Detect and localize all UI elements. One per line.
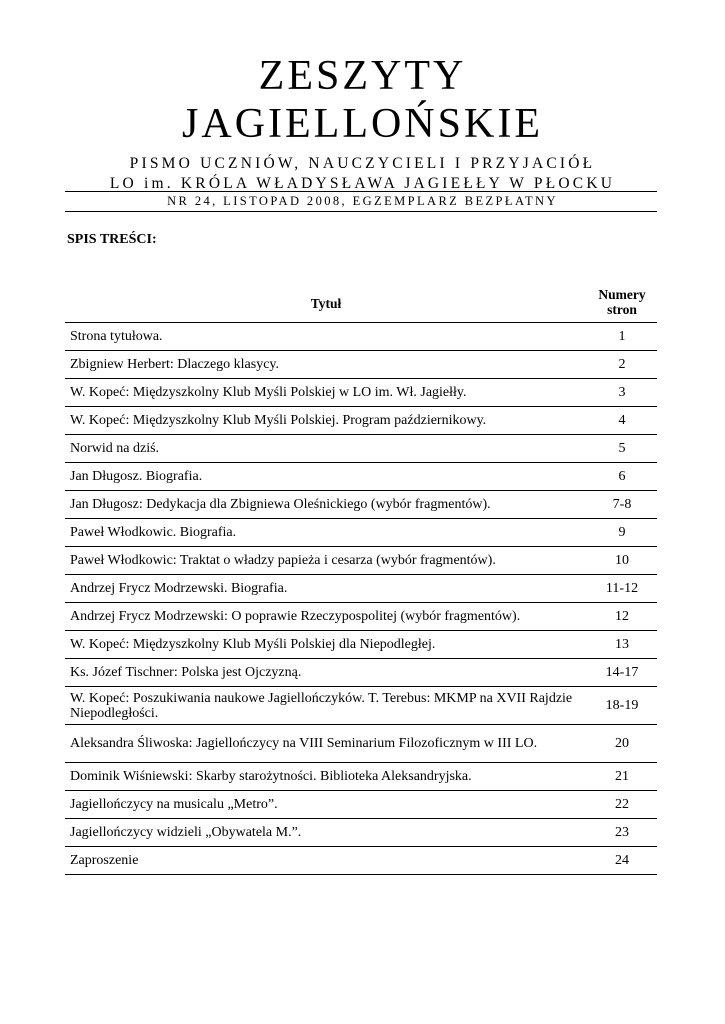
toc-entry-title: Andrzej Frycz Modrzewski. Biografia. [65,575,587,603]
toc-row [65,407,657,435]
toc-entry-title: Zbigniew Herbert: Dlaczego klasycy. [65,351,587,379]
toc-entry-title: Norwid na dziś. [65,435,587,463]
toc-row [65,659,657,687]
toc-entry-pages: 10 [587,547,657,575]
toc-entry-pages: 20 [587,725,657,763]
toc-header-row [65,284,657,323]
toc-row [65,491,657,519]
toc-row [65,547,657,575]
masthead-bottom-rule [65,211,657,212]
toc-row [65,519,657,547]
toc-entry-title: Jagiellończycy na musicalu „Metro”. [65,791,587,819]
toc-entry-pages: 9 [587,519,657,547]
toc-entry-pages: 11-12 [587,575,657,603]
toc-entry-title: Andrzej Frycz Modrzewski: O poprawie Rzeczypospolitej (wybór fragmentów). [65,603,587,631]
toc-entry-pages: 4 [587,407,657,435]
toc-entry-pages: 18-19 [587,687,657,725]
toc-entry-pages: 23 [587,819,657,847]
masthead-top-rule [65,191,657,192]
toc-row [65,323,657,351]
toc-entry-pages: 6 [587,463,657,491]
toc-entry-title: Ks. Józef Tischner: Polska jest Ojczyzną. [65,659,587,687]
toc-row [65,463,657,491]
toc-column-pages: Numery stron [587,284,657,323]
toc-row [65,603,657,631]
journal-title-line-2: JAGIELLOŃSKIE [182,101,543,147]
toc-row [65,575,657,603]
toc-entry-title: Aleksandra Śliwoska: Jagiellończycy na VIII Seminarium Filozoficznym w III LO. [65,725,587,763]
toc-row [65,763,657,791]
toc-entry-pages: 7-8 [587,491,657,519]
toc-entry-title: Jan Długosz. Biografia. [65,463,587,491]
toc-entry-pages: 24 [587,847,657,875]
toc-entry-title: W. Kopeć: Międzyszkolny Klub Myśli Polskiej. Program październikowy. [65,407,587,435]
toc-entry-title: Jagiellończycy widzieli „Obywatela M.”. [65,819,587,847]
toc-entry-title: W. Kopeć: Poszukiwania naukowe Jagiellończyków. T. Terebus: MKMP na XVII Rajdzie Niepodległości. [65,687,587,725]
toc-row [65,687,657,725]
toc-entry-pages: 1 [587,323,657,351]
toc-row [65,631,657,659]
toc-row [65,725,657,763]
toc-entry-pages: 2 [587,351,657,379]
toc-entry-title: Paweł Włodkowic: Traktat o władzy papieża i cesarza (wybór fragmentów). [65,547,587,575]
issue-info: NR 24, LISTOPAD 2008, EGZEMPLARZ BEZPŁATNY [167,194,558,208]
toc-entry-pages: 22 [587,791,657,819]
toc-entry-title: W. Kopeć: Międzyszkolny Klub Myśli Polskiej w LO im. Wł. Jagiełły. [65,379,587,407]
toc-row [65,351,657,379]
toc-entry-title: Zaproszenie [65,847,587,875]
toc-row [65,435,657,463]
toc-entry-title: Jan Długosz: Dedykacja dla Zbigniewa Oleśnickiego (wybór fragmentów). [65,491,587,519]
toc-row [65,847,657,875]
toc-row [65,819,657,847]
toc-entry-title: Paweł Włodkowic. Biografia. [65,519,587,547]
toc-entry-pages: 5 [587,435,657,463]
toc-table [65,284,657,875]
toc-entry-pages: 3 [587,379,657,407]
toc-entry-title: Strona tytułowa. [65,323,587,351]
toc-entry-title: W. Kopeć: Międzyszkolny Klub Myśli Polskiej dla Niepodległej. [65,631,587,659]
journal-subtitle-line-1: PISMO UCZNIÓW, NAUCZYCIELI I PRZYJACIÓŁ [129,155,596,172]
toc-entry-pages: 21 [587,763,657,791]
toc-heading: SPIS TREŚCI: [67,232,157,247]
masthead [0,52,725,194]
toc-row [65,379,657,407]
toc-entry-pages: 14-17 [587,659,657,687]
toc-column-title: Tytuł [65,284,587,323]
toc-entry-pages: 13 [587,631,657,659]
journal-subtitle-line-2: LO im. KRÓLA WŁADYSŁAWA JAGIEŁŁY W PŁOCKU [109,175,616,192]
toc-row [65,791,657,819]
toc-entry-title: Dominik Wiśniewski: Skarby starożytności. Biblioteka Aleksandryjska. [65,763,587,791]
journal-title-line-1: ZESZYTY [258,53,467,99]
toc-entry-pages: 12 [587,603,657,631]
